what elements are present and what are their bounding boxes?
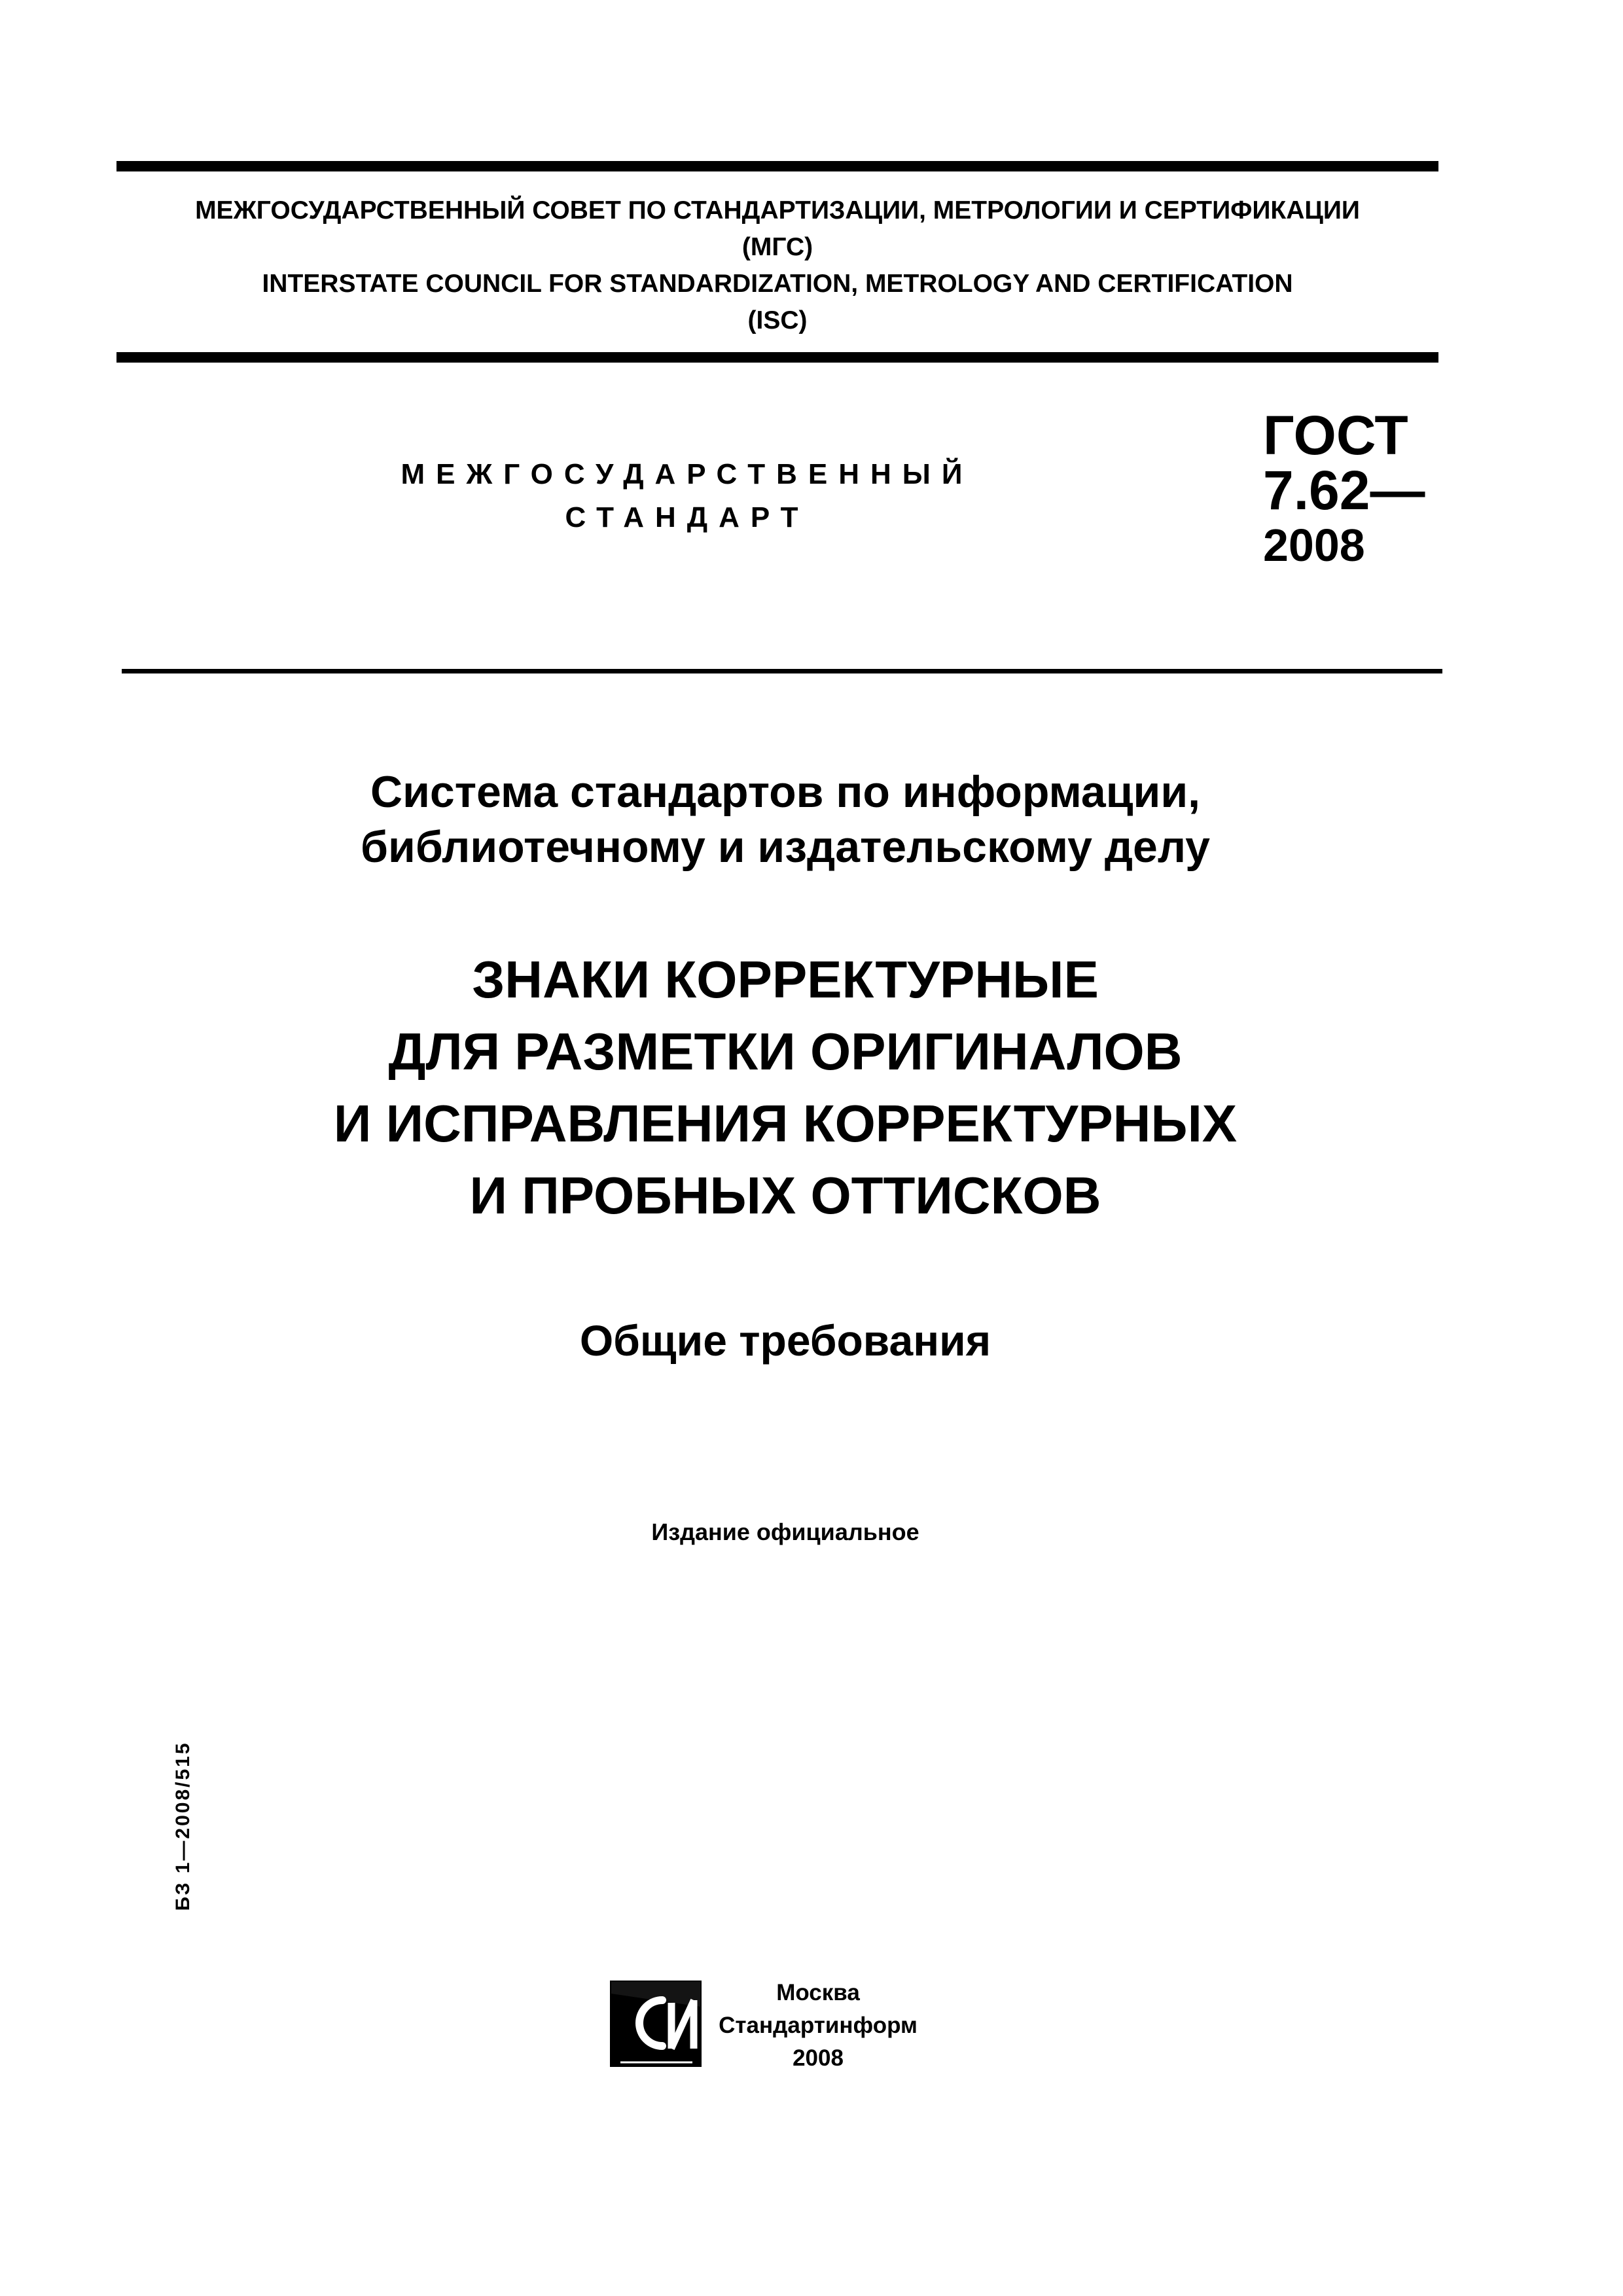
side-code: БЗ 1—2008/515 xyxy=(172,1741,194,1911)
title-line-4: И ПРОБНЫХ ОТТИСКОВ xyxy=(469,1166,1101,1225)
series-title xyxy=(131,764,1440,874)
gost-year: 2008 xyxy=(1263,520,1365,571)
council-abbr-en: (ISC) xyxy=(747,306,808,334)
gost-label: ГОСТ xyxy=(1263,404,1408,466)
standartinform-logo-icon xyxy=(607,1978,704,2070)
gost-number: 7.62— xyxy=(1263,459,1425,521)
council-name-ru: МЕЖГОСУДАРСТВЕННЫЙ СОВЕТ ПО СТАНДАРТИЗАЦИИ, МЕТРОЛОГИИ И СЕРТИФИКАЦИИ xyxy=(195,196,1360,224)
document-title xyxy=(131,944,1440,1232)
title-line-1: ЗНАКИ КОРРЕКТУРНЫЕ xyxy=(472,950,1099,1009)
council-header xyxy=(116,192,1438,339)
publisher-name: Стандартинформ xyxy=(719,2013,918,2038)
document-subtitle: Общие требования xyxy=(579,1316,991,1365)
lower-rule xyxy=(122,669,1442,673)
council-abbr-ru: (МГС) xyxy=(741,233,813,261)
publisher-city: Москва xyxy=(776,1980,860,2005)
standard-kind-line-1: МЕЖГОСУДАРСТВЕННЫЙ xyxy=(401,458,974,490)
publisher-block xyxy=(713,1977,923,2075)
top-rule xyxy=(116,161,1438,171)
standard-kind-line-2: СТАНДАРТ xyxy=(565,501,810,533)
council-name-en: INTERSTATE COUNCIL FOR STANDARDIZATION, METROLOGY AND CERTIFICATION xyxy=(262,270,1293,298)
publisher-year: 2008 xyxy=(793,2045,844,2071)
series-line-2: библиотечному и издательскому делу xyxy=(361,822,1210,872)
title-line-3: И ИСПРАВЛЕНИЯ КОРРЕКТУРНЫХ xyxy=(333,1094,1238,1153)
title-line-2: ДЛЯ РАЗМЕТКИ ОРИГИНАЛОВ xyxy=(388,1022,1183,1081)
edition-note: Издание официальное xyxy=(651,1518,919,1545)
middle-rule xyxy=(116,352,1438,363)
series-line-1: Система стандартов по информации, xyxy=(370,767,1201,817)
